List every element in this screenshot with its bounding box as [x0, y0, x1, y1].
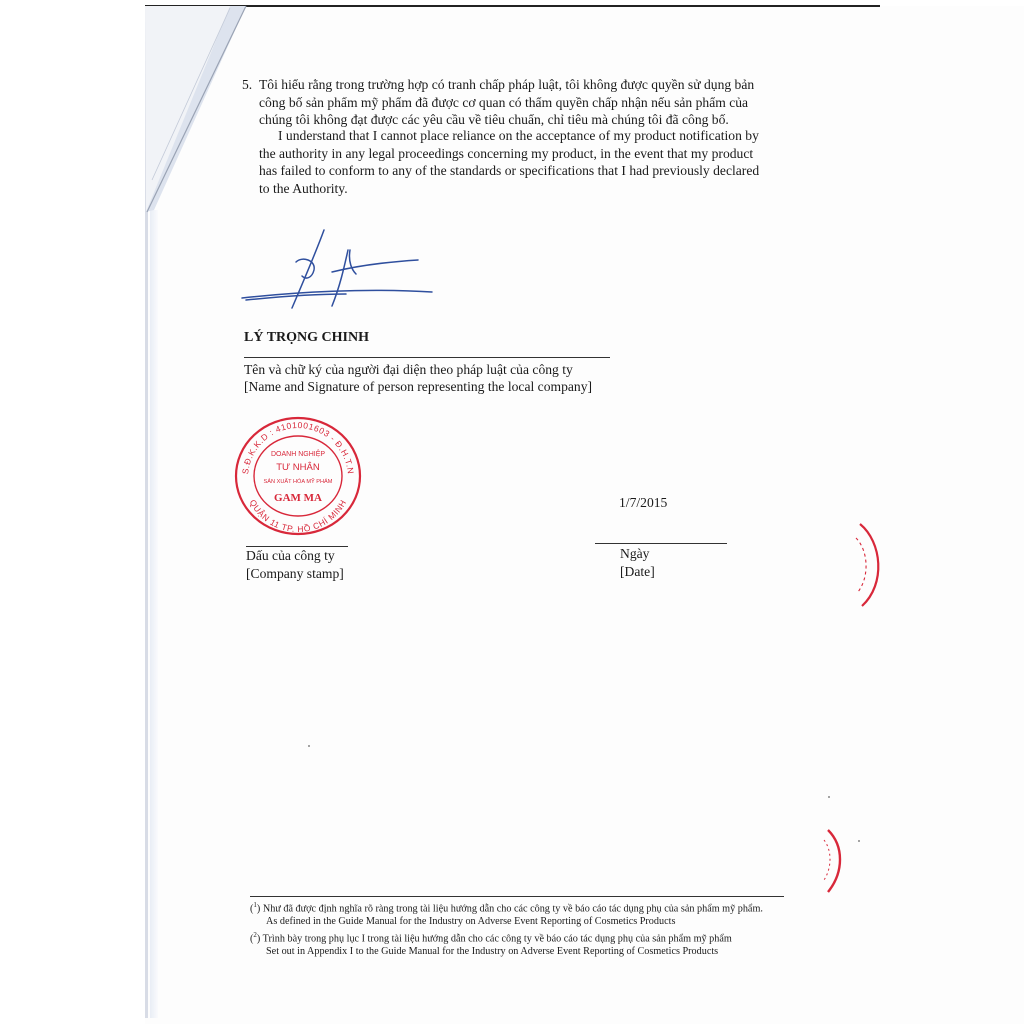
footnotes [250, 899, 763, 958]
clause-vn-line: Tôi hiểu rằng trong trường hợp có tranh chấp pháp luật, tôi không được quyền sử dụng bản [259, 77, 755, 92]
footnote-mark: 1 [253, 901, 257, 909]
footnote-rule [250, 896, 784, 897]
footnote-text: Như đã được định nghĩa rõ ràng trong tài liệu hướng dẫn cho các công ty về báo cáo tác dụng phụ của sản phẩm mỹ phẩm. [262, 903, 763, 915]
company-stamp [230, 412, 366, 538]
clause-en-line: the authority in any legal proceedings concerning my product, in the event that my product [259, 145, 754, 161]
clause-en-line: to the Authority. [259, 180, 348, 196]
clause-english [259, 127, 759, 197]
footnote-1-en: As defined in the Guide Manual for the Industry on Adverse Event Reporting of Cosmetics Products [266, 915, 676, 927]
page-left-shadow [150, 210, 158, 1018]
clause-number: 5. [242, 77, 253, 92]
signature-line [244, 357, 610, 358]
signatory-name: LÝ TRỌNG CHINH [244, 330, 369, 345]
clause-en-line: has failed to conform to any of the standards or specifications that I had previously declared [259, 163, 760, 178]
partial-stamp-edge-lower [818, 826, 848, 896]
signature-label-en: [Name and Signature of person representing the local company] [244, 379, 593, 394]
stamp-line-4: GAM MA [274, 492, 322, 504]
clause-en-line: I understand that I cannot place reliance on the acceptance of my product notification by [278, 128, 759, 143]
stamp-label-vn: Dấu của công ty [246, 548, 335, 563]
folded-corner [0, 0, 260, 230]
stamp-ring-top: S.Đ.K.K.D : 4101001603 - Đ.H.T.N [240, 419, 356, 475]
footnote-2-vn: ($^2$) Trình bày trong phụ lục I trong tài liệu hướng dẫn cho các công ty về báo cáo tác dụng phụ của sản phẩm mỹ phẩm [250, 930, 732, 944]
date-label-en: [Date] [620, 564, 655, 579]
partial-stamp-edge [852, 518, 892, 610]
date-line [595, 543, 727, 544]
clause-vn-line: công bố sản phẩm mỹ phẩm đã được cơ quan có thẩm quyền chấp nhận nếu sản phẩm của [259, 94, 749, 110]
clause-vn-line: chúng tôi không đạt được các yêu cầu về tiêu chuẩn, chỉ tiêu mà chúng tôi đã công bố. [259, 112, 729, 127]
signature-label-vn: Tên và chữ ký của người đại diện theo pháp luật của công ty [244, 362, 573, 377]
handwritten-signature [236, 222, 436, 322]
speck [828, 796, 830, 798]
footnote-2-en: Set out in Appendix I to the Guide Manual for the Industry on Adverse Event Reporting of Cosmetics Products [266, 945, 719, 957]
stamp-line-1: DOANH NGHIỆP [270, 451, 326, 458]
date-label-vn: Ngày [620, 546, 650, 561]
date-value: 1/7/2015 [619, 495, 668, 510]
footnote-mark: 2 [253, 930, 257, 939]
stamp-label-en: [Company stamp] [246, 566, 344, 581]
speck [858, 840, 860, 842]
clause-vietnamese [259, 76, 754, 129]
footnote-text: Trình bày trong phụ lục I trong tài liệu hướng dẫn cho các công ty về báo cáo tác dụng phụ của sản phẩm mỹ phẩm [262, 932, 732, 944]
footnote-1-vn: ($^1$) Như đã được định nghĩa rõ ràng trong tài liệu hướng dẫn cho các công ty về báo cáo tác dụng phụ của sản phẩm mỹ phẩm. [250, 901, 763, 915]
stamp-line-3: SẢN XUẤT HÓA MỸ PHẨM [263, 479, 333, 485]
stamp-line-2: TƯ NHÂN [276, 462, 320, 473]
stamp-ring-bottom: QUẬN 11 TP. HỒ CHÍ MINH [247, 497, 349, 535]
speck [308, 745, 310, 747]
